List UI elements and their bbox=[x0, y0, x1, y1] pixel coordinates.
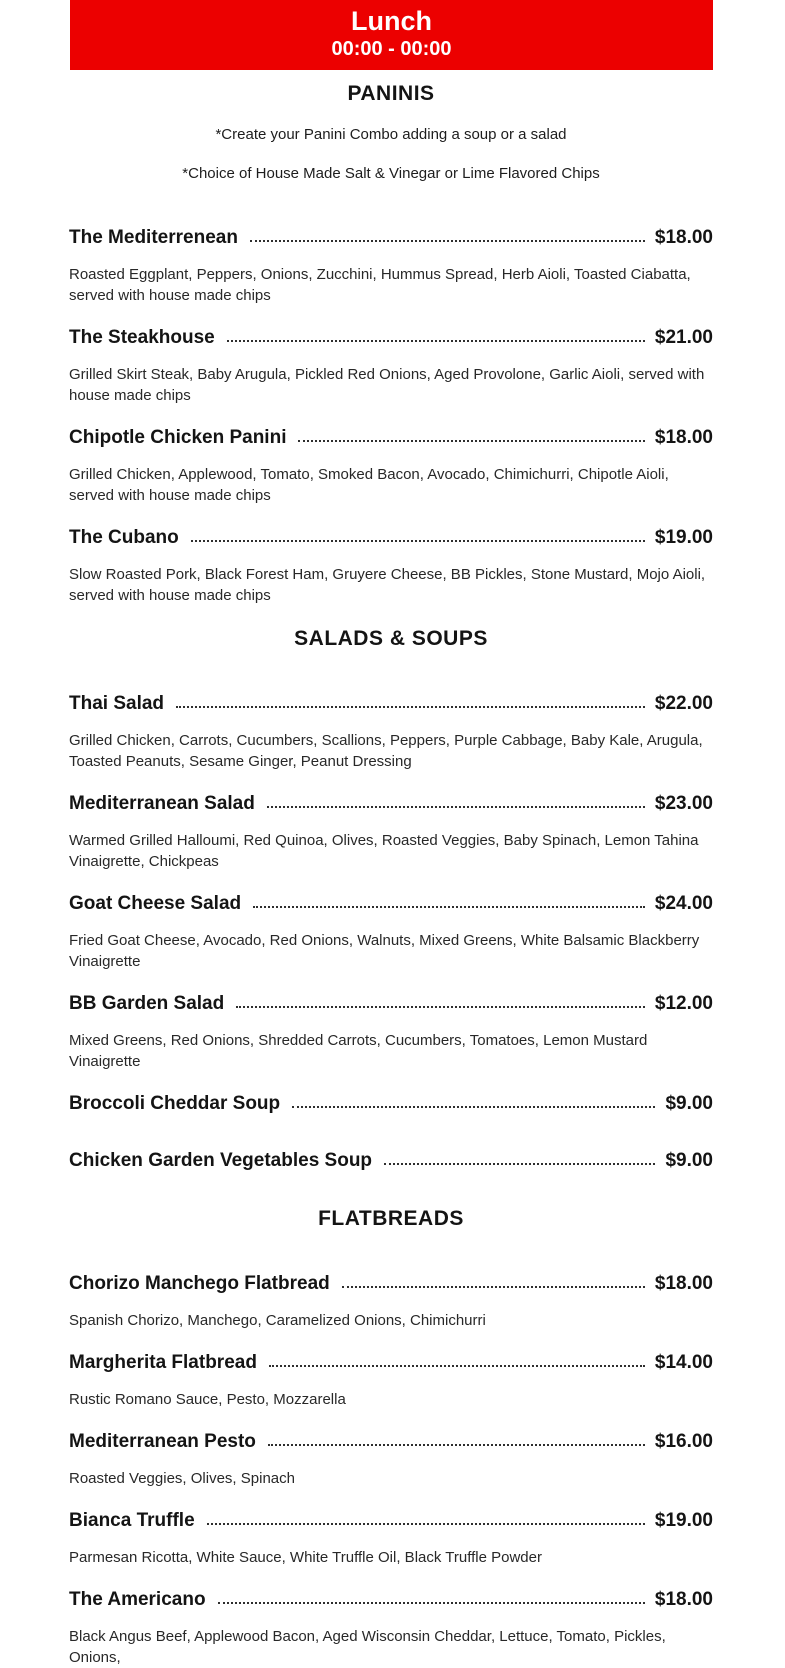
item-price: $9.00 bbox=[665, 1150, 713, 1171]
item-description: Grilled Chicken, Carrots, Cucumbers, Scallions, Peppers, Purple Cabbage, Baby Kale, Arugula, Toasted Peanuts, Sesame Ginger, Peanut Dressing bbox=[69, 732, 703, 770]
item-row bbox=[69, 226, 713, 250]
menu-item bbox=[69, 992, 713, 1072]
dotted-leader bbox=[250, 240, 645, 242]
dotted-leader bbox=[268, 1444, 645, 1446]
item-name: The Americano bbox=[69, 1589, 206, 1610]
section-notes bbox=[69, 123, 713, 186]
item-price: $12.00 bbox=[654, 993, 713, 1014]
item-description: Warmed Grilled Halloumi, Red Quinoa, Olives, Roasted Veggies, Baby Spinach, Lemon Tahina Vinaigrette, Chickpeas bbox=[69, 832, 699, 870]
item-price: $14.00 bbox=[654, 1352, 713, 1373]
dotted-leader bbox=[269, 1365, 645, 1367]
menu-item bbox=[69, 1430, 713, 1489]
menu-item bbox=[69, 892, 713, 972]
item-name: Thai Salad bbox=[69, 693, 165, 714]
item-price: $18.00 bbox=[654, 227, 713, 248]
dotted-leader bbox=[253, 906, 645, 908]
item-description: Grilled Skirt Steak, Baby Arugula, Pickled Red Onions, Aged Provolone, Garlic Aioli, served with house made chips bbox=[69, 366, 705, 404]
item-row bbox=[69, 792, 713, 816]
item-name: Chicken Garden Vegetables Soup bbox=[69, 1150, 373, 1171]
item-row bbox=[69, 892, 713, 916]
menu-item bbox=[69, 1588, 713, 1668]
menu-section bbox=[69, 626, 713, 1173]
section-items bbox=[69, 1272, 713, 1668]
item-price: $16.00 bbox=[654, 1431, 713, 1452]
dotted-leader bbox=[191, 540, 645, 542]
section-note: *Create your Panini Combo adding a soup or a salad bbox=[215, 126, 567, 143]
dotted-leader bbox=[292, 1106, 655, 1108]
item-name: Chorizo Manchego Flatbread bbox=[69, 1273, 330, 1294]
item-description: Slow Roasted Pork, Black Forest Ham, Gruyere Cheese, BB Pickles, Stone Mustard, Mojo Aioli, served with house made chips bbox=[69, 566, 706, 604]
item-row bbox=[69, 1149, 713, 1173]
menu-section bbox=[69, 81, 713, 606]
item-name: Goat Cheese Salad bbox=[69, 893, 242, 914]
item-row bbox=[69, 1430, 713, 1454]
menu-item bbox=[69, 1092, 713, 1116]
item-name: Margherita Flatbread bbox=[69, 1352, 257, 1373]
item-price: $22.00 bbox=[654, 693, 713, 714]
item-row bbox=[69, 1588, 713, 1612]
item-row bbox=[69, 526, 713, 550]
menu-item bbox=[69, 1509, 713, 1568]
item-description: Grilled Chicken, Applewood, Tomato, Smoked Bacon, Avocado, Chimichurri, Chipotle Aioli, served with house made chips bbox=[69, 466, 669, 504]
item-row bbox=[69, 692, 713, 716]
item-name: The Steakhouse bbox=[69, 327, 215, 348]
item-price: $23.00 bbox=[654, 793, 713, 814]
item-price: $19.00 bbox=[654, 527, 713, 548]
menu-item bbox=[69, 326, 713, 406]
item-row bbox=[69, 426, 713, 450]
item-description: Parmesan Ricotta, White Sauce, White Truffle Oil, Black Truffle Powder bbox=[69, 1549, 542, 1566]
item-row bbox=[69, 1272, 713, 1296]
item-price: $18.00 bbox=[654, 1273, 713, 1294]
menu-item bbox=[69, 426, 713, 506]
dotted-leader bbox=[207, 1523, 645, 1525]
menu-section bbox=[69, 1206, 713, 1668]
dotted-leader bbox=[236, 1006, 645, 1008]
dotted-leader bbox=[227, 340, 645, 342]
item-row bbox=[69, 1092, 713, 1116]
item-name: Chipotle Chicken Panini bbox=[69, 427, 287, 448]
section-heading: FLATBREADS bbox=[318, 1207, 464, 1230]
menu-item bbox=[69, 692, 713, 772]
item-row bbox=[69, 1509, 713, 1533]
section-heading: SALADS & SOUPS bbox=[294, 627, 488, 650]
dotted-leader bbox=[267, 806, 645, 808]
item-name: Bianca Truffle bbox=[69, 1510, 195, 1531]
item-row bbox=[69, 326, 713, 350]
section-items bbox=[69, 692, 713, 1173]
item-price: $18.00 bbox=[654, 427, 713, 448]
menu-item bbox=[69, 1272, 713, 1331]
item-description: Black Angus Beef, Applewood Bacon, Aged Wisconsin Cheddar, Lettuce, Tomato, Pickles, Onions, bbox=[69, 1628, 666, 1666]
item-row bbox=[69, 992, 713, 1016]
dotted-leader bbox=[298, 440, 644, 442]
menu-item bbox=[69, 526, 713, 606]
item-name: Mediterranean Salad bbox=[69, 793, 255, 814]
menu-item bbox=[69, 226, 713, 306]
section-note: *Choice of House Made Salt & Vinegar or Lime Flavored Chips bbox=[182, 165, 600, 182]
menu bbox=[0, 81, 785, 1668]
dotted-leader bbox=[218, 1602, 645, 1604]
menu-header bbox=[70, 0, 713, 70]
section-heading: PANINIS bbox=[347, 82, 435, 105]
menu-hours: 00:00 - 00:00 bbox=[331, 38, 452, 60]
dotted-leader bbox=[176, 706, 645, 708]
item-price: $9.00 bbox=[665, 1093, 713, 1114]
item-name: Mediterranean Pesto bbox=[69, 1431, 256, 1452]
menu-title: Lunch bbox=[351, 6, 432, 36]
item-price: $19.00 bbox=[654, 1510, 713, 1531]
section-items bbox=[69, 226, 713, 606]
item-row bbox=[69, 1351, 713, 1375]
dotted-leader bbox=[384, 1163, 655, 1165]
item-description: Mixed Greens, Red Onions, Shredded Carrots, Cucumbers, Tomatoes, Lemon Mustard Vinaigrette bbox=[69, 1032, 648, 1070]
item-price: $21.00 bbox=[654, 327, 713, 348]
item-description: Roasted Eggplant, Peppers, Onions, Zucchini, Hummus Spread, Herb Aioli, Toasted Ciabatta, served with house made chips bbox=[69, 266, 691, 304]
menu-item bbox=[69, 1149, 713, 1173]
item-description: Roasted Veggies, Olives, Spinach bbox=[69, 1470, 295, 1487]
item-name: The Mediterrenean bbox=[69, 227, 238, 248]
item-name: BB Garden Salad bbox=[69, 993, 225, 1014]
item-description: Fried Goat Cheese, Avocado, Red Onions, Walnuts, Mixed Greens, White Balsamic Blackberry Vinaigrette bbox=[69, 932, 700, 970]
item-price: $18.00 bbox=[654, 1589, 713, 1610]
menu-item bbox=[69, 1351, 713, 1410]
item-description: Spanish Chorizo, Manchego, Caramelized Onions, Chimichurri bbox=[69, 1312, 486, 1329]
item-name: The Cubano bbox=[69, 527, 179, 548]
menu-item bbox=[69, 792, 713, 872]
item-name: Broccoli Cheddar Soup bbox=[69, 1093, 281, 1114]
item-description: Rustic Romano Sauce, Pesto, Mozzarella bbox=[69, 1391, 346, 1408]
item-price: $24.00 bbox=[654, 893, 713, 914]
dotted-leader bbox=[342, 1286, 645, 1288]
